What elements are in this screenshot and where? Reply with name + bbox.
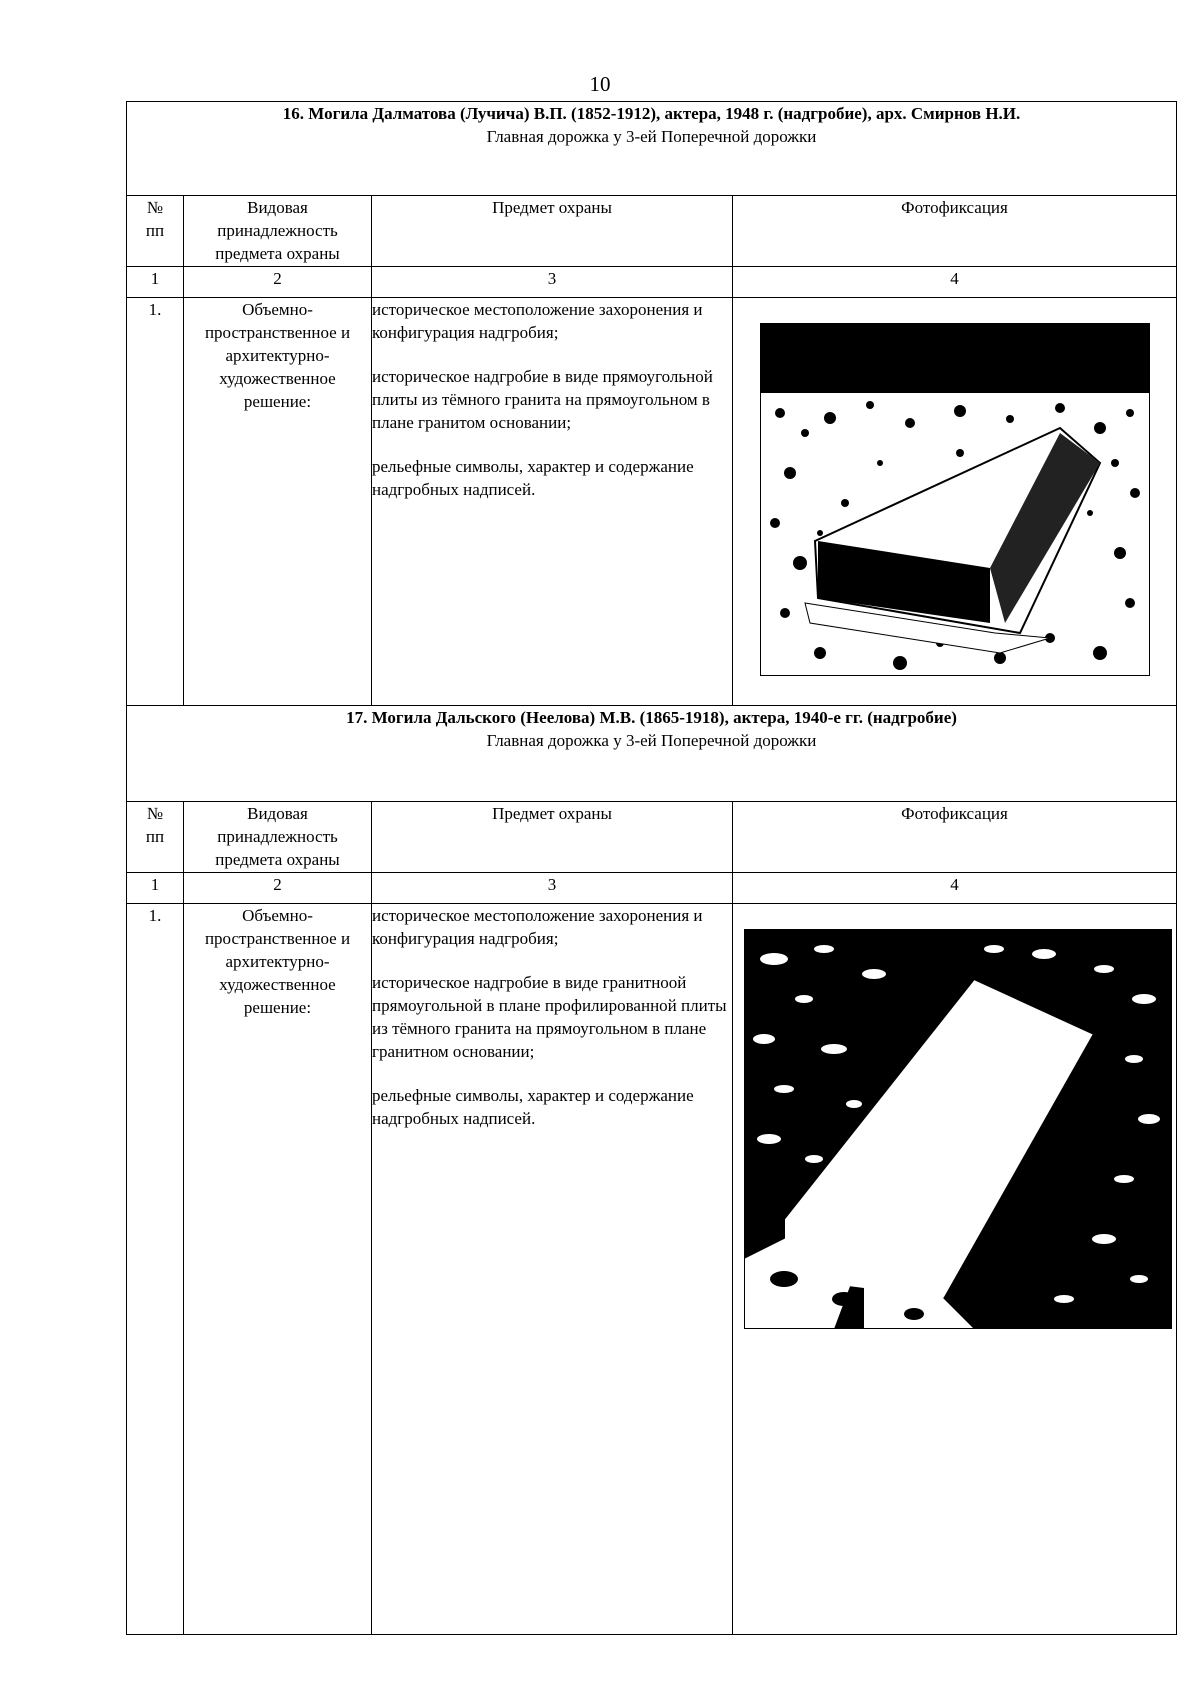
row-number: 1. (127, 904, 184, 1635)
header-photo: Фотофиксация (733, 802, 1177, 873)
column-number-3: 3 (372, 873, 733, 904)
column-number-4: 4 (733, 267, 1177, 298)
page-number: 10 (589, 72, 611, 96)
section-17-header-row (127, 706, 1177, 802)
protection-subject (372, 298, 733, 706)
row-number: 1. (127, 298, 184, 706)
column-number-1: 1 (127, 267, 184, 298)
section-17-title: 17. Могила Дальского (Неелова) М.В. (1865-1918), актера, 1940-е гг. (надгробие) (346, 708, 957, 727)
column-number-2: 2 (184, 267, 372, 298)
header-subject: Предмет охраны (372, 802, 733, 873)
section-17-location: Главная дорожка у 3-ей Поперечной дорожки (486, 731, 817, 750)
subject-item: историческое местоположение захоронения и конфигурация надгробия; (372, 906, 703, 948)
subject-item: историческое местоположение захоронения и конфигурация надгробия; (372, 300, 703, 342)
protection-type: Объемно-пространственное и архитектурно-художественное решение: (184, 298, 372, 706)
header-type: Видовая принадлежность предмета охраны (184, 196, 372, 267)
section-16-column-numbers (127, 267, 1177, 298)
section-16-title-cell (127, 102, 1177, 196)
subject-item: рельефные символы, характер и содержание надгробных надписей. (372, 1086, 694, 1128)
header-number: № пп (127, 802, 184, 873)
section-17-column-numbers (127, 873, 1177, 904)
tombstone-photo (744, 929, 1172, 1329)
section-17-column-headers (127, 802, 1177, 873)
subject-item: историческое надгробие в виде гранитноой прямоугольной в плане профилированной плиты из тёмного гранита на прямоугольном в плане гранитном основании; (372, 973, 727, 1061)
header-number: № пп (127, 196, 184, 267)
section-16-location: Главная дорожка у 3-ей Поперечной дорожки (486, 127, 817, 146)
section-16-column-headers (127, 196, 1177, 267)
photo-cell (733, 298, 1177, 706)
subject-item: рельефные символы, характер и содержание надгробных надписей. (372, 457, 694, 499)
protection-subject (372, 904, 733, 1635)
header-type: Видовая принадлежность предмета охраны (184, 802, 372, 873)
column-number-4: 4 (733, 873, 1177, 904)
photo-cell (733, 904, 1177, 1635)
section-17-title-cell (127, 706, 1177, 802)
section-16-header-row (127, 102, 1177, 196)
column-number-2: 2 (184, 873, 372, 904)
tombstone-photo (760, 323, 1150, 676)
protection-table (126, 101, 1177, 1635)
column-number-3: 3 (372, 267, 733, 298)
column-number-1: 1 (127, 873, 184, 904)
subject-item: историческое надгробие в виде прямоугольной плиты из тёмного гранита на прямоугольном в плане гранитом основании; (372, 367, 713, 432)
section-17-data-row (127, 904, 1177, 1635)
section-16-data-row (127, 298, 1177, 706)
header-subject: Предмет охраны (372, 196, 733, 267)
header-photo: Фотофиксация (733, 196, 1177, 267)
section-16-title: 16. Могила Далматова (Лучича) В.П. (1852-1912), актера, 1948 г. (надгробие), арх. Смирнов Н.И. (282, 104, 1021, 123)
protection-type: Объемно-пространственное и архитектурно-художественное решение: (184, 904, 372, 1635)
